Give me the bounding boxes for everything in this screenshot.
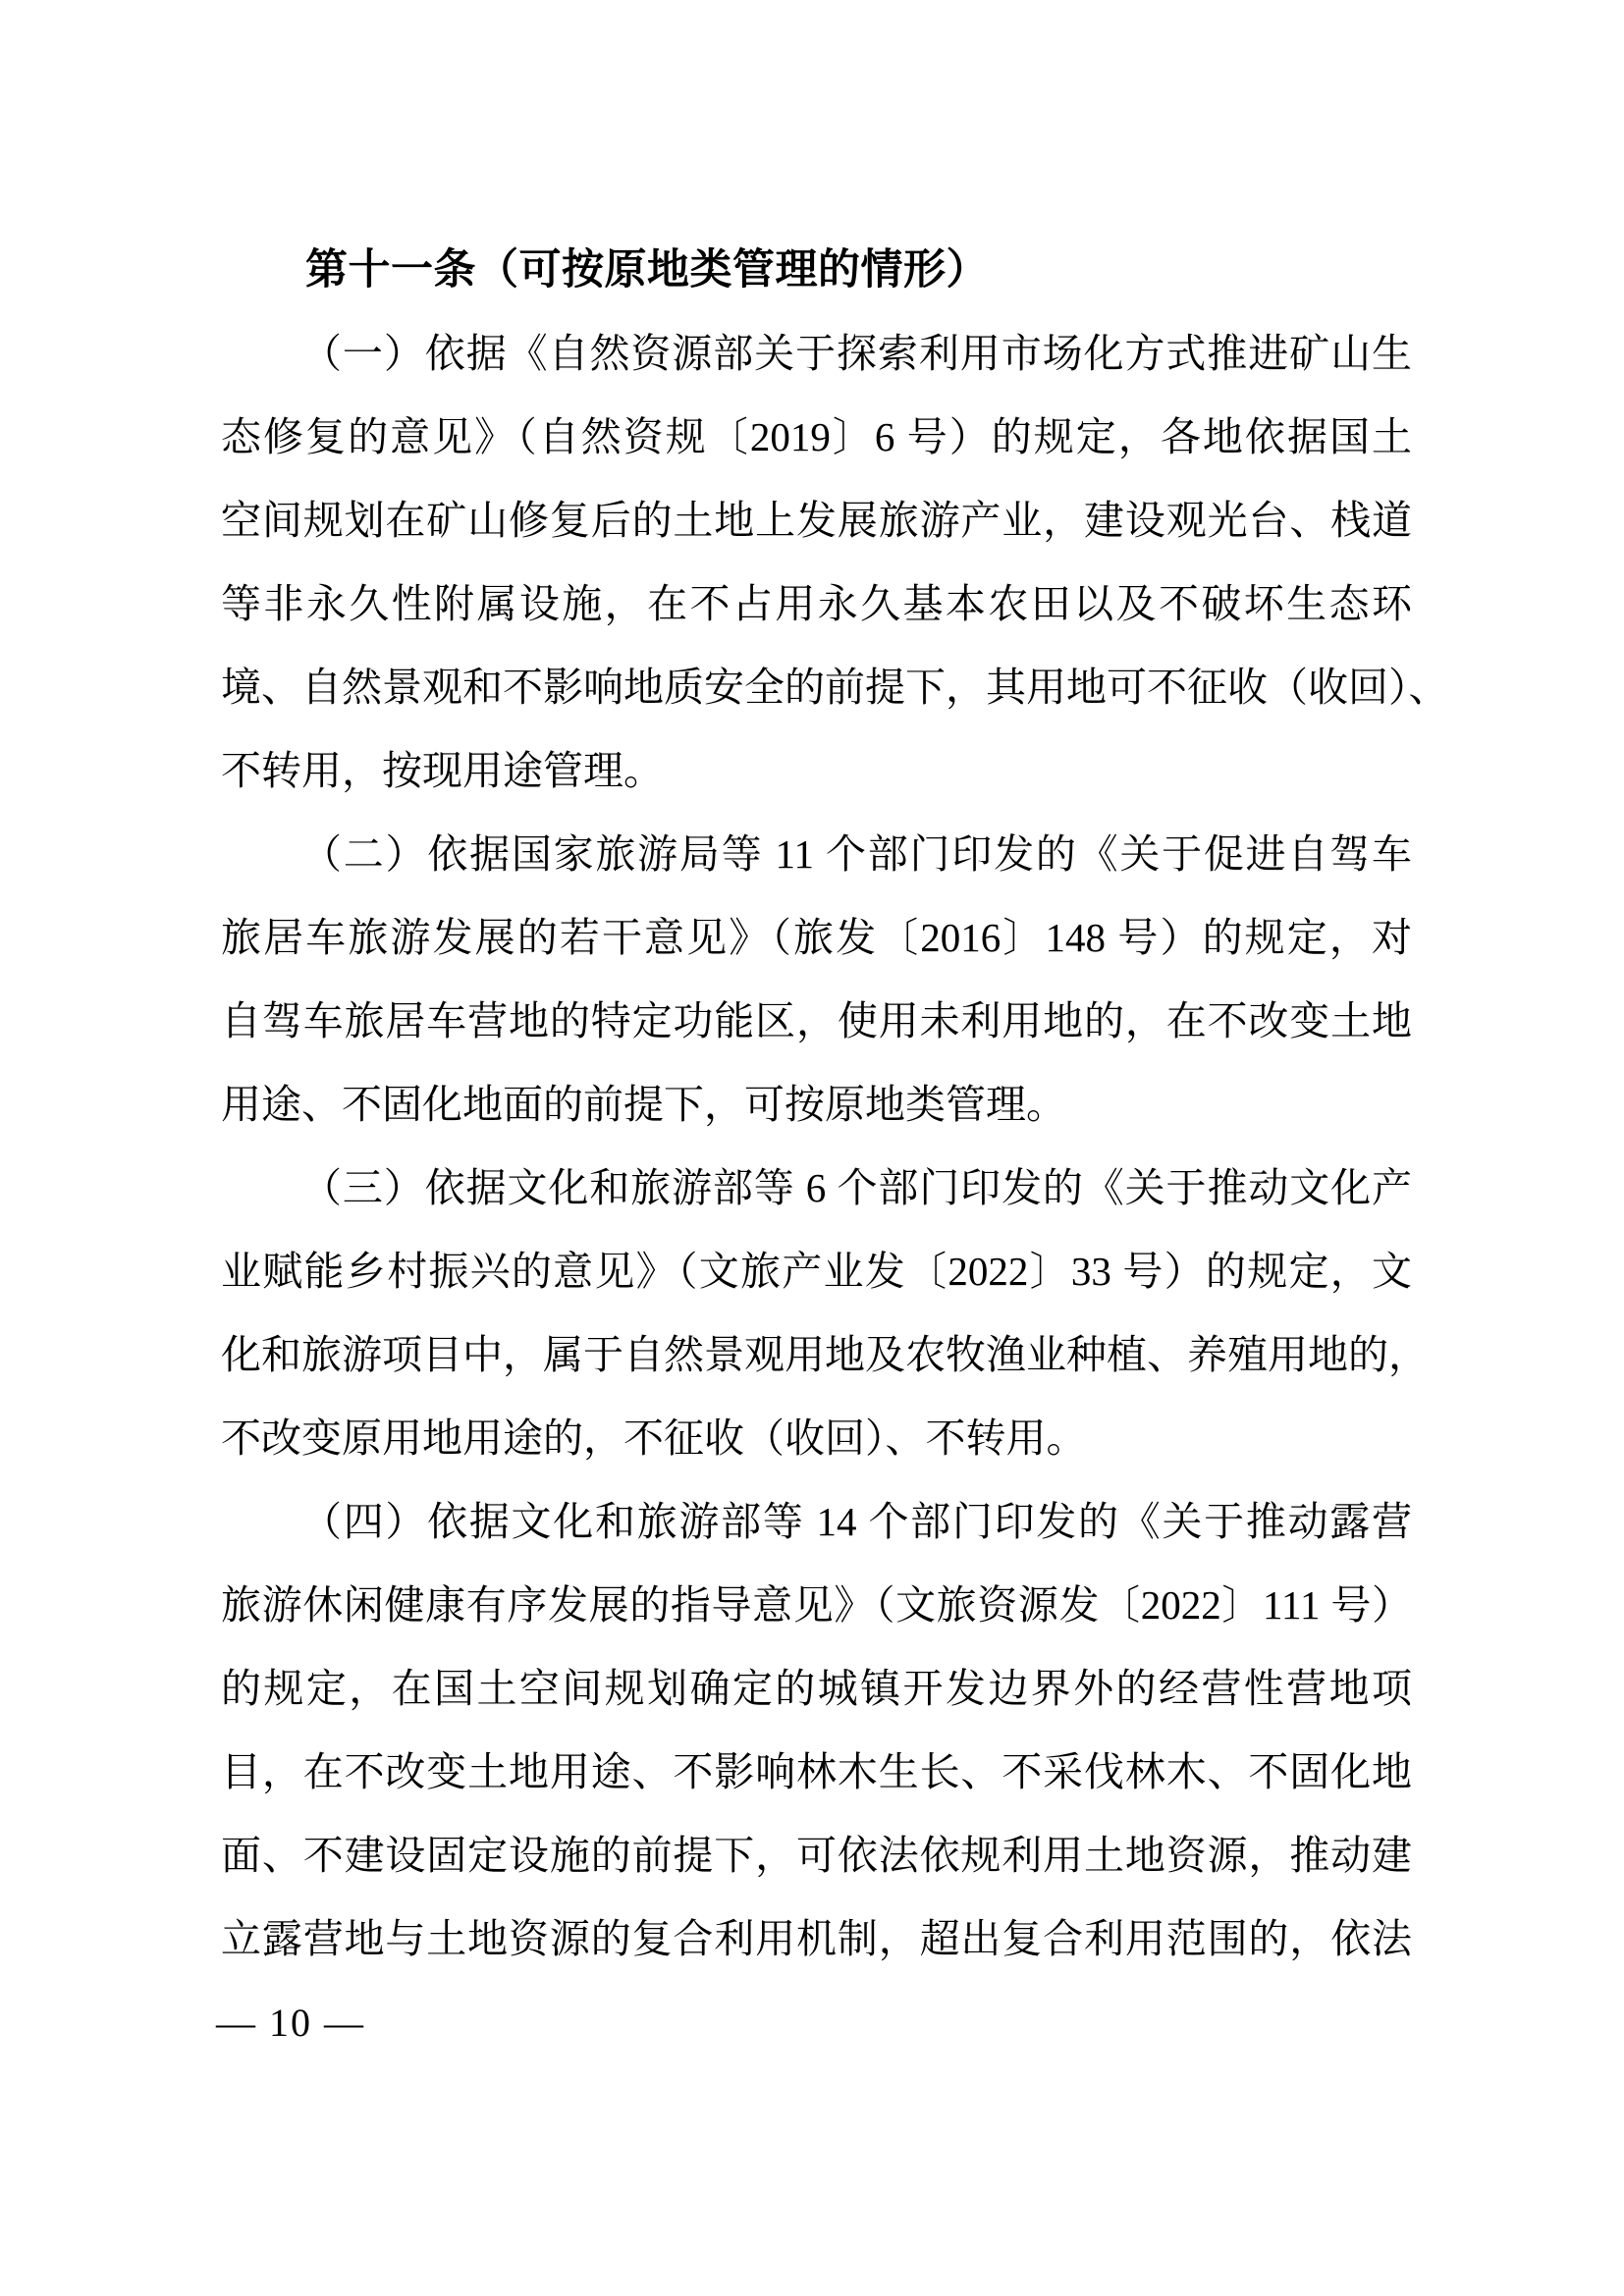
text-line: 等非永久性附属设施，在不占用永久基本农田以及不破坏生态环	[221, 581, 1412, 626]
text-line: 业赋能乡村振兴的意见》（文旅产业发〔2022〕33 号）的规定，文	[221, 1249, 1412, 1294]
page-number: — 10 —	[216, 2001, 365, 2045]
text-line: （三）依据文化和旅游部等 6 个部门印发的《关于推动文化产	[301, 1165, 1412, 1210]
text-line: 境、自然景观和不影响地质安全的前提下，其用地可不征收（收回）、	[221, 665, 1449, 710]
text-line: 化和旅游项目中，属于自然景观用地及农牧渔业种植、养殖用地的，	[221, 1332, 1429, 1377]
paragraph-1	[221, 312, 1449, 813]
text-line: （二）依据国家旅游局等 11 个部门印发的《关于促进自驾车	[301, 831, 1412, 877]
text-line: 立露营地与土地资源的复合利用机制，超出复合利用范围的，依法	[221, 1916, 1412, 1961]
text-line: 面、不建设固定设施的前提下，可依法依规利用土地资源，推动建	[221, 1833, 1412, 1878]
text-line: 不转用，按现用途管理。	[221, 748, 664, 793]
text-line: （四）依据文化和旅游部等 14 个部门印发的《关于推动露营	[301, 1499, 1412, 1544]
paragraph-3	[221, 1147, 1429, 1480]
text-line: 目，在不改变土地用途、不影响林木生长、不采伐林木、不固化地	[221, 1749, 1412, 1794]
text-line: 自驾车旅居车营地的特定功能区，使用未利用地的，在不改变土地	[221, 998, 1412, 1043]
text-line: 不改变原用地用途的，不征收（收回）、不转用。	[221, 1415, 1087, 1461]
text-line: 态修复的意见》（自然资规〔2019〕6 号）的规定，各地依据国土	[221, 414, 1412, 459]
text-line: 空间规划在矿山修复后的土地上发展旅游产业，建设观光台、栈道	[221, 498, 1412, 543]
paragraph-2	[221, 813, 1412, 1147]
text-line: 的规定，在国土空间规划确定的城镇开发边界外的经营性营地项	[221, 1666, 1412, 1711]
text-line: 用途、不固化地面的前提下，可按原地类管理。	[221, 1082, 1066, 1127]
article-heading: 第十一条（可按原地类管理的情形）	[305, 246, 989, 294]
paragraph-4	[221, 1480, 1412, 1981]
document-content	[221, 229, 1449, 1981]
text-line: 旅游休闲健康有序发展的指导意见》（文旅资源发〔2022〕111 号）	[221, 1582, 1412, 1628]
text-line: 旅居车旅游发展的若干意见》（旅发〔2016〕148 号）的规定，对	[221, 915, 1412, 960]
text-line: （一）依据《自然资源部关于探索利用市场化方式推进矿山生	[301, 331, 1412, 376]
